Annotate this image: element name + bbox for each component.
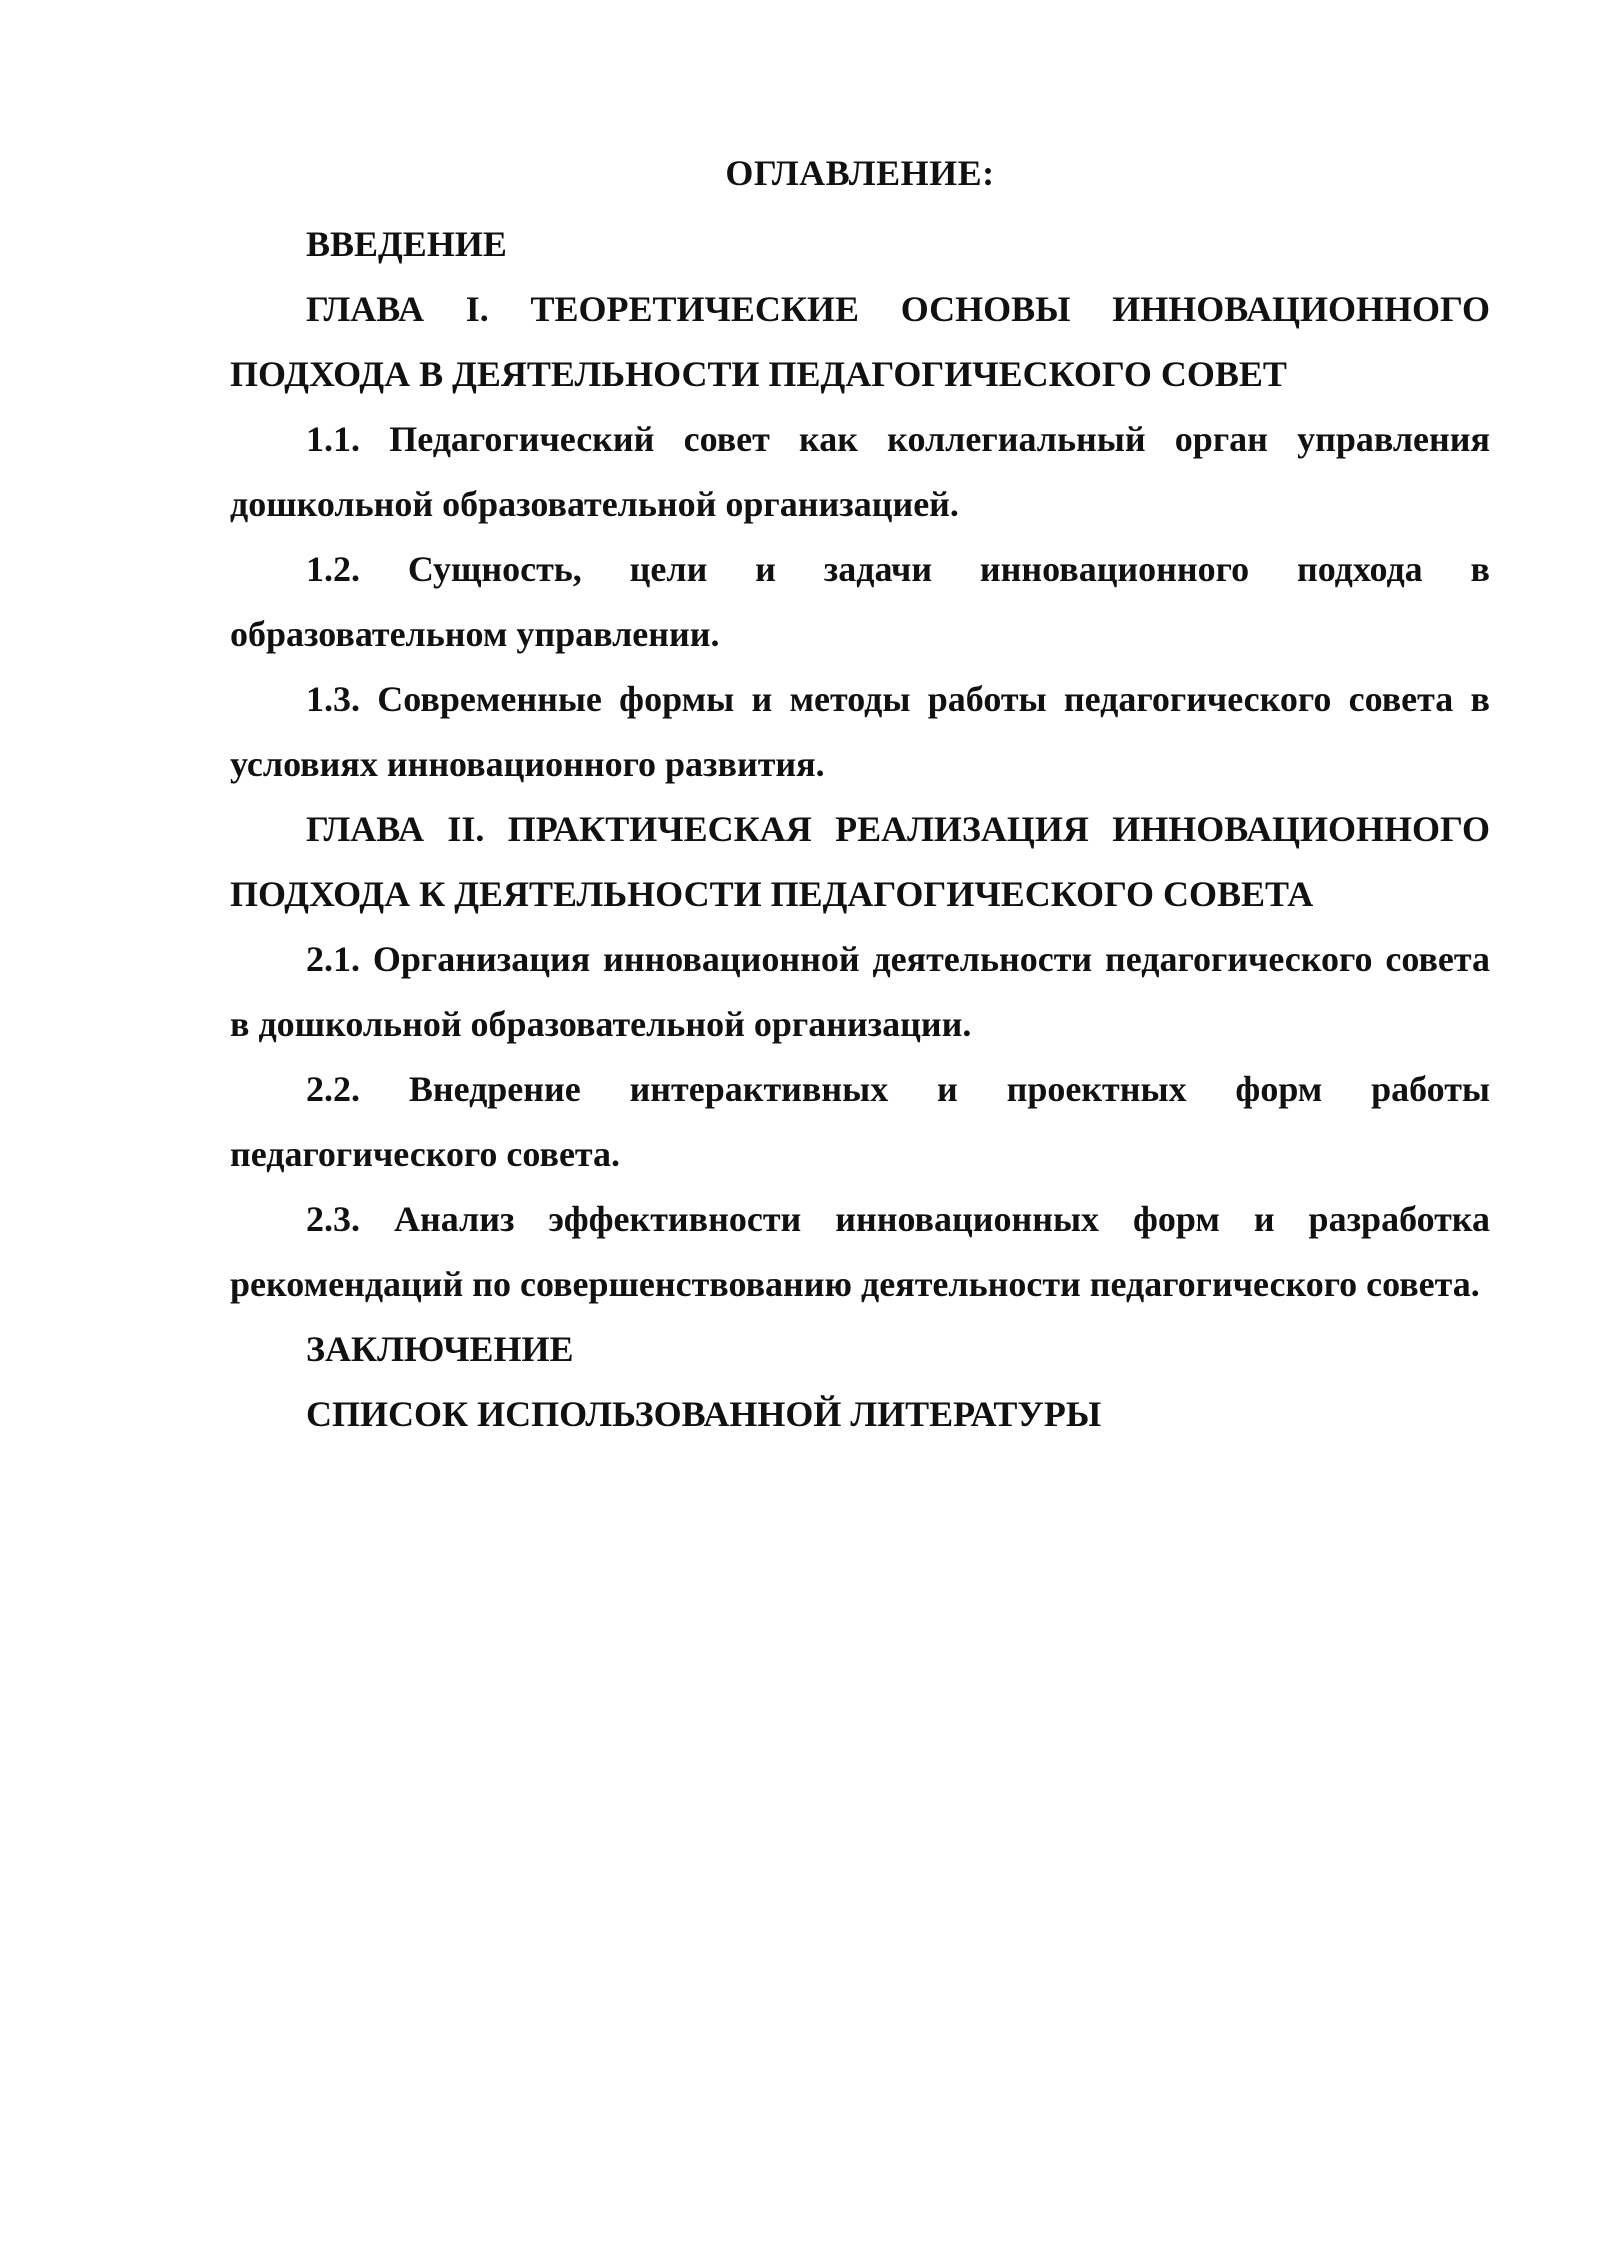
- toc-entry-conclusion: ЗАКЛЮЧЕНИЕ: [306, 1329, 574, 1369]
- table-of-contents: [230, 150, 1490, 1447]
- toc-entry-chapter-2: ГЛАВА II. ПРАКТИЧЕСКАЯ РЕАЛИЗАЦИЯ ИННОВАЦИОННОГО ПОДХОДА К ДЕЯТЕЛЬНОСТИ ПЕДАГОГИЧЕСКОГО СОВЕТА: [230, 809, 1490, 914]
- toc-entry-section-1-2: 1.2. Сущность, цели и задачи инновационного подхода в образовательном управлении.: [230, 549, 1490, 654]
- toc-title: ОГЛАВЛЕНИЕ:: [725, 153, 995, 193]
- toc-entry-chapter-1: ГЛАВА I. ТЕОРЕТИЧЕСКИЕ ОСНОВЫ ИННОВАЦИОННОГО ПОДХОДА В ДЕЯТЕЛЬНОСТИ ПЕДАГОГИЧЕСКОГО СОВЕТ: [230, 289, 1490, 394]
- toc-entry-bibliography: СПИСОК ИСПОЛЬЗОВАННОЙ ЛИТЕРАТУРЫ: [306, 1394, 1102, 1434]
- toc-entry-section-1-1: 1.1. Педагогический совет как коллегиальный орган управления дошкольной образовательной организацией.: [230, 419, 1490, 524]
- toc-entry-section-1-3: 1.3. Современные формы и методы работы педагогического совета в условиях инновационного развития.: [230, 679, 1490, 784]
- toc-entry-introduction: ВВЕДЕНИЕ: [306, 224, 507, 264]
- toc-entry-section-2-1: 2.1. Организация инновационной деятельности педагогического совета в дошкольной образовательной организации.: [230, 939, 1490, 1044]
- toc-entry-section-2-3: 2.3. Анализ эффективности инновационных форм и разработка рекомендаций по совершенствованию деятельности педагогического совета.: [230, 1199, 1490, 1304]
- toc-entry-section-2-2: 2.2. Внедрение интерактивных и проектных форм работы педагогического совета.: [230, 1069, 1490, 1174]
